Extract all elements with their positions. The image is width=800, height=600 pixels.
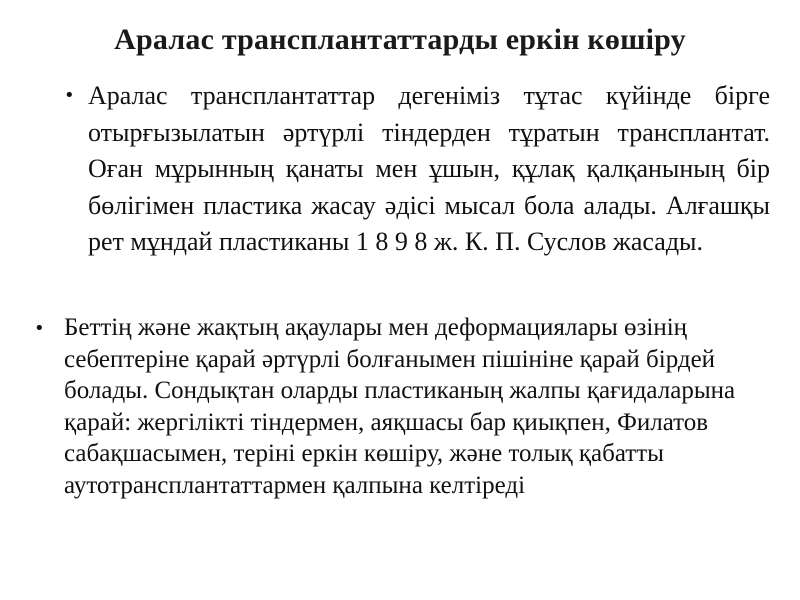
bullet-text-1: Аралас трансплантаттар дегеніміз тұтас күйінде бірге отырғызылатын әртүрлі тіндерден тұратын трансплантат. Оған мұрынның қанаты мен ұшын, құлақ қалқанының бір бөлігімен пластика жасау әдісі мысал бола алады. Алғашқы рет мұндай пластиканы 1 8 9 8 ж. К. П. Суслов жасады. <box>88 81 770 256</box>
bullet-text-2: Беттің және жақтың ақаулары мен деформациялары өзінің себептеріне қарай әртүрлі болғанымен пішініне қарай бірдей болады. Сондықтан оларды пластиканың жалпы қағидаларына қарай: жергілікті тіндермен, аяқшасы бар қиықпен, Филатов сабақшасымен, теріні еркін көшіру, және толық қабатты аутотрансплантаттармен қалпына келтіреді <box>64 314 736 499</box>
bullet-marker-1: • <box>64 85 75 106</box>
bullet-item-1 <box>64 78 770 261</box>
slide-title: Аралас трансплантаттарды еркін көшіру <box>114 23 686 56</box>
bullet-marker-2: • <box>34 318 45 339</box>
bullet-item-2 <box>34 312 770 501</box>
